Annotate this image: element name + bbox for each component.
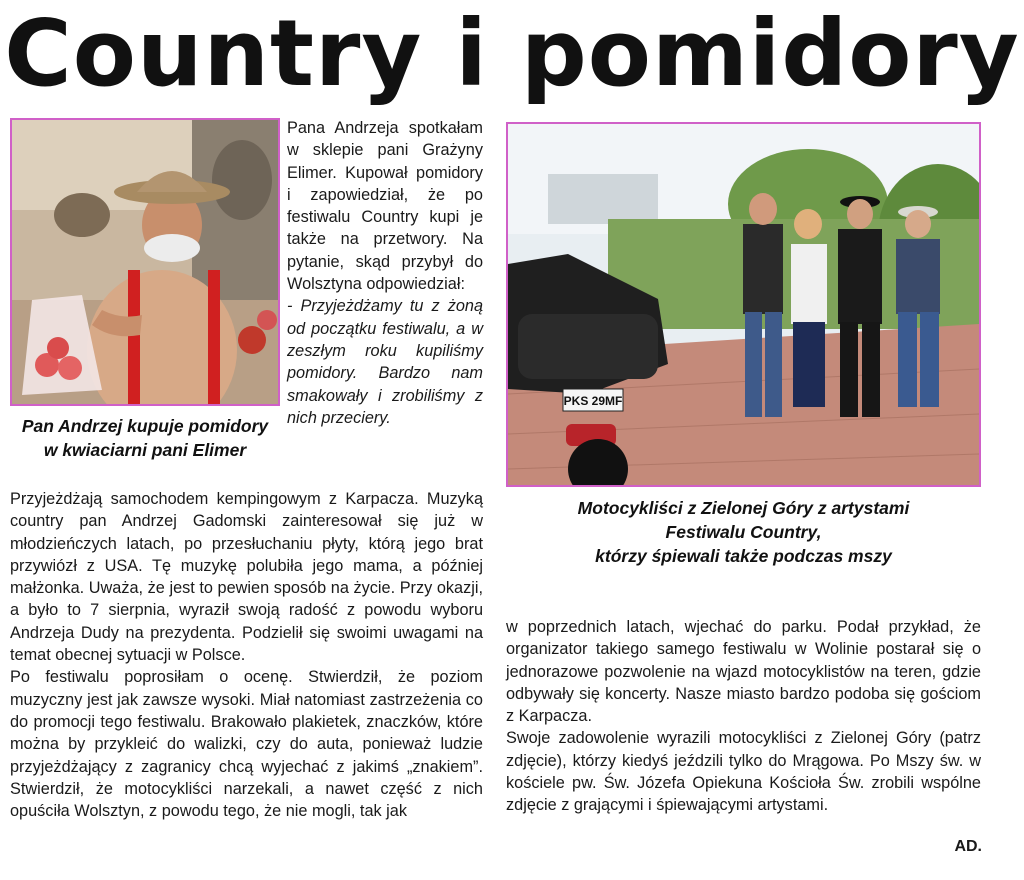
caption-line: Pan Andrzej kupuje pomidory xyxy=(21,416,269,436)
photo-motorcyclists xyxy=(506,122,981,487)
article-title: Country i pomidory xyxy=(4,0,1020,107)
photo-motorcyclists-illustration xyxy=(508,124,979,485)
caption-line: Motocykliści z Zielonej Góry z artystami xyxy=(577,498,910,518)
author-signature: AD. xyxy=(954,838,982,855)
article-column-c xyxy=(506,616,981,817)
caption-line: którzy śpiewali także podczas mszy xyxy=(595,546,892,566)
paragraph: Po festiwalu poprosiłam o ocenę. Stwierdził, że poziom muzyczny jest jak zawsze wysoki. Miał natomiast zastrzeżenia co do promocji tego festiwalu. Brakowało plakietek, znaczków, które można by przykleić do walizki, czy do auta, ponieważ ludzie przyjeżdżający z zagranicy chcą wyjechać z jakimś „znakiem”. Stwierdził, że motocykliści narzekali, a nawet część z nich opuściła Wolsztyn, z powodu tego, że nie mogli, tak jak xyxy=(10,668,483,821)
caption-line: Festiwalu Country, xyxy=(665,522,822,542)
license-plate-text: PKS 29MF xyxy=(563,394,623,408)
article-column-a xyxy=(287,117,483,429)
photo-1-caption xyxy=(0,414,290,462)
paragraph: Pana Andrzeja spotkałam w sklepie pani Grażyny Elimer. Kupował pomidory i zapowiedział, że po festiwalu Country kupi je także na przetwory. Na pytanie, skąd przybył do Wolsztyna odpowiedział: xyxy=(287,119,483,294)
article-column-b xyxy=(10,488,483,822)
caption-line: w kwiaciarni pani Elimer xyxy=(43,440,247,460)
photo-man-illustration xyxy=(12,120,278,404)
paragraph: w poprzednich latach, wjechać do parku. Podał przykład, że organizator takiego samego festiwalu w Wolinie postarał się o jednorazowe pozwolenie na wjazd motocyklistów na teren, gdzie odbywały się koncerty. Nasze miasto bardzo podoba się gościom z Karpacza. xyxy=(506,618,981,726)
photo-2-caption xyxy=(506,496,981,568)
quote-paragraph: - Przyjeżdżamy tu z żoną od początku festiwalu, a w zeszłym roku kupiliśmy pomidory. Bardzo nam smakowały i zrobiliśmy z nich przeciery. xyxy=(287,297,483,427)
photo-man-with-tomatoes xyxy=(10,118,280,406)
paragraph: Swoje zadowolenie wyrazili motocykliści z Zielonej Góry (patrz zdjęcie), którzy kiedyś jeździli tylko do Mrągowa. Po Mszy św. w kościele pw. Św. Józefa Opiekuna Kościoła Św. zrobili wspólne zdjęcie z grającymi i śpiewającymi artystami. xyxy=(506,729,981,815)
paragraph: Przyjeżdżają samochodem kempingowym z Karpacza. Muzyką country pan Andrzej Gadomski zainteresował się już w młodzieńczych latach, po przesłuchaniu płyty, którą jego brat przywiózł z USA. Tę muzykę polubiła jego mama, a później małżonka. Uważa, że jest to pewien sposób na życie. Przy okazji, a było to 7 sierpnia, wyraził swoją radość z powodu wyboru Andrzeja Dudy na prezydenta. Podzielił się swoimi uwagami na temat obecnej sytuacji w Polsce. xyxy=(10,490,483,665)
